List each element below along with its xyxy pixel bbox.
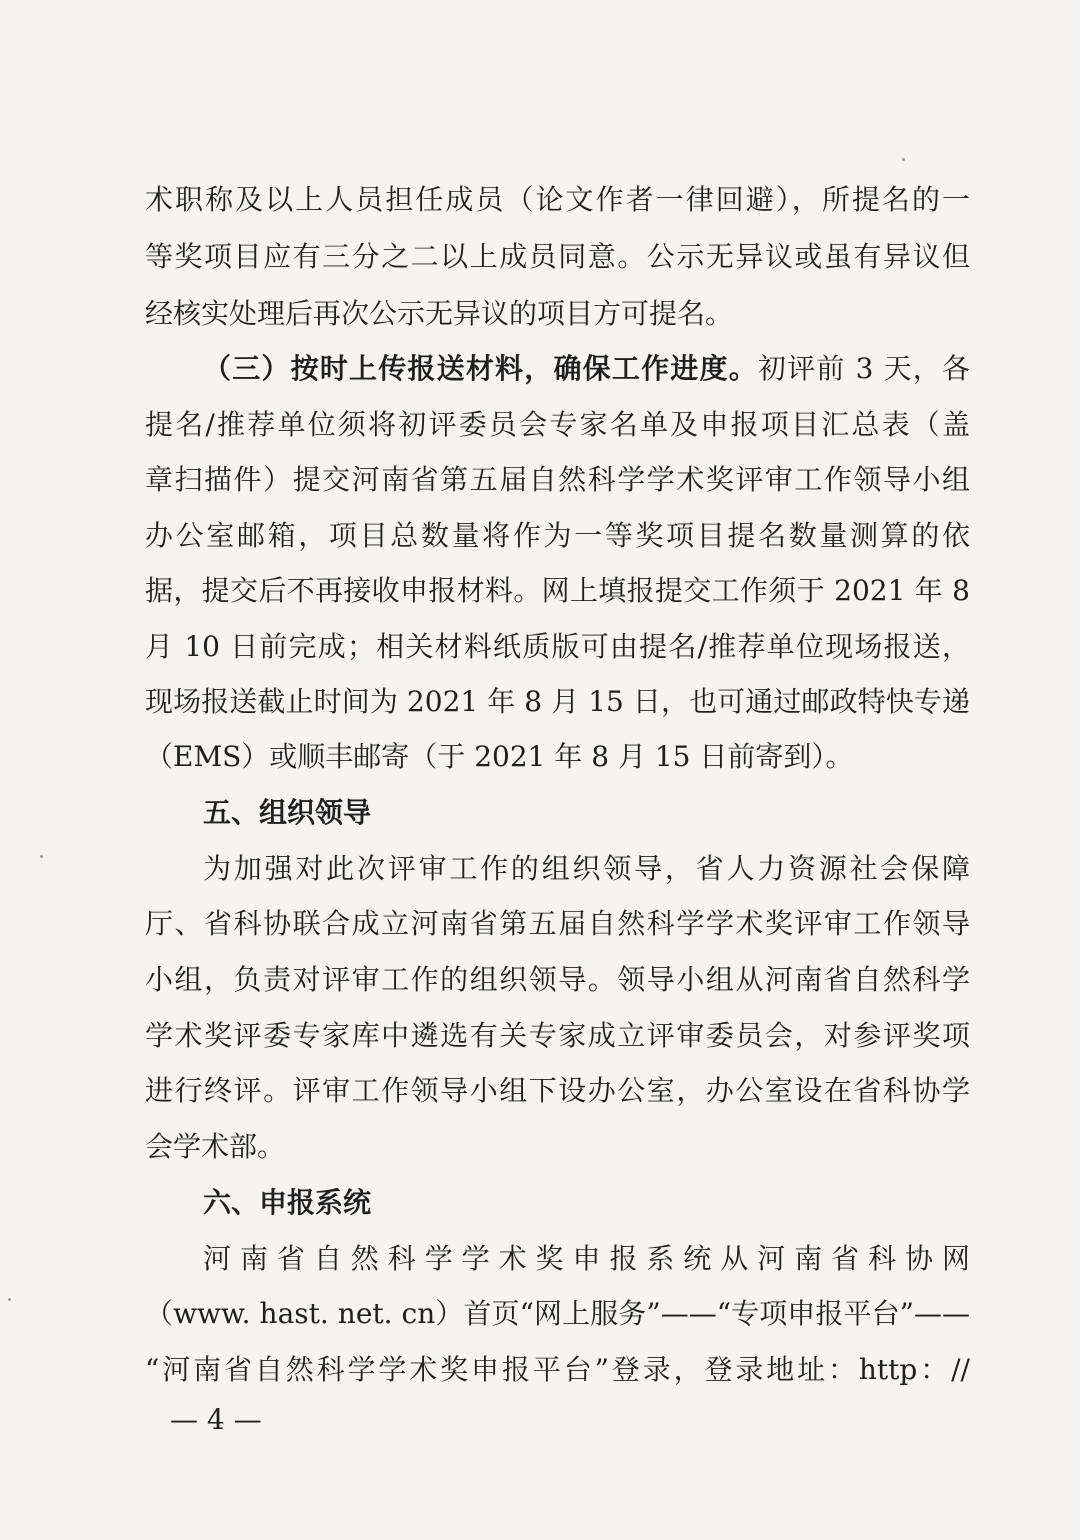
paragraph-lead-bold: （三）按时上传报送材料，确保工作进度。 (203, 352, 758, 385)
body-line: 为加强对此次评审工作的组织领导，省人力资源社会保障 (203, 852, 970, 885)
body-line: 术职称及以上人员担任成员（论文作者一律回避），所提名的一 (145, 183, 970, 216)
body-line: “河南省自然科学学术奖申报平台”登录，登录地址：http：// (145, 1353, 970, 1386)
section-heading-five: 五、组织领导 (203, 796, 372, 829)
body-line: 等奖项目应有三分之二以上成员同意。公示无异议或虽有异议但 (145, 240, 970, 273)
body-line: 小组，负责对评审工作的组织领导。领导小组从河南省自然科学 (145, 963, 970, 996)
body-line: 提名/推荐单位须将初评委员会专家名单及申报项目汇总表（盖 (145, 408, 970, 441)
body-line: （EMS）或顺丰邮寄（于 2021 年 8 月 15 日前寄到）。 (145, 740, 854, 773)
body-line: 经核实处理后再次公示无异议的项目方可提名。 (145, 297, 734, 330)
paragraph-lead-rest: 初评前 3 天，各 (757, 352, 970, 385)
scan-speck (40, 855, 43, 858)
body-line: （www. hast. net. cn）首页“网上服务”——“专项申报平台”—— (145, 1297, 970, 1330)
body-line: 办公室邮箱，项目总数量将作为一等奖项目提名数量测算的依 (145, 519, 970, 552)
body-line: 月 10 日前完成；相关材料纸质版可由提名/推荐单位现场报送， (145, 630, 970, 663)
scan-speck (902, 158, 905, 161)
body-line: 章扫描件）提交河南省第五届自然科学学术奖评审工作领导小组 (145, 463, 970, 496)
body-line: 据，提交后不再接收申报材料。网上填报提交工作须于 2021 年 8 (145, 574, 970, 607)
section-heading-six: 六、申报系统 (203, 1186, 372, 1219)
paragraph-lead-line (203, 345, 970, 393)
body-line: 进行终评。评审工作领导小组下设办公室，办公室设在省科协学 (145, 1074, 970, 1107)
body-line: 河南省自然科学学术奖申报系统从河南省科协网 (203, 1242, 970, 1275)
page-number: — 4 — (170, 1403, 262, 1436)
scan-speck (8, 1298, 11, 1301)
body-line: 厅、省科协联合成立河南省第五届自然科学学术奖评审工作领导 (145, 907, 970, 940)
body-line: 现场报送截止时间为 2021 年 8 月 15 日，也可通过邮政特快专递 (145, 685, 970, 718)
body-line: 学术奖评委专家库中遴选有关专家成立评审委员会，对参评奖项 (145, 1019, 970, 1052)
body-line: 会学术部。 (145, 1130, 286, 1163)
